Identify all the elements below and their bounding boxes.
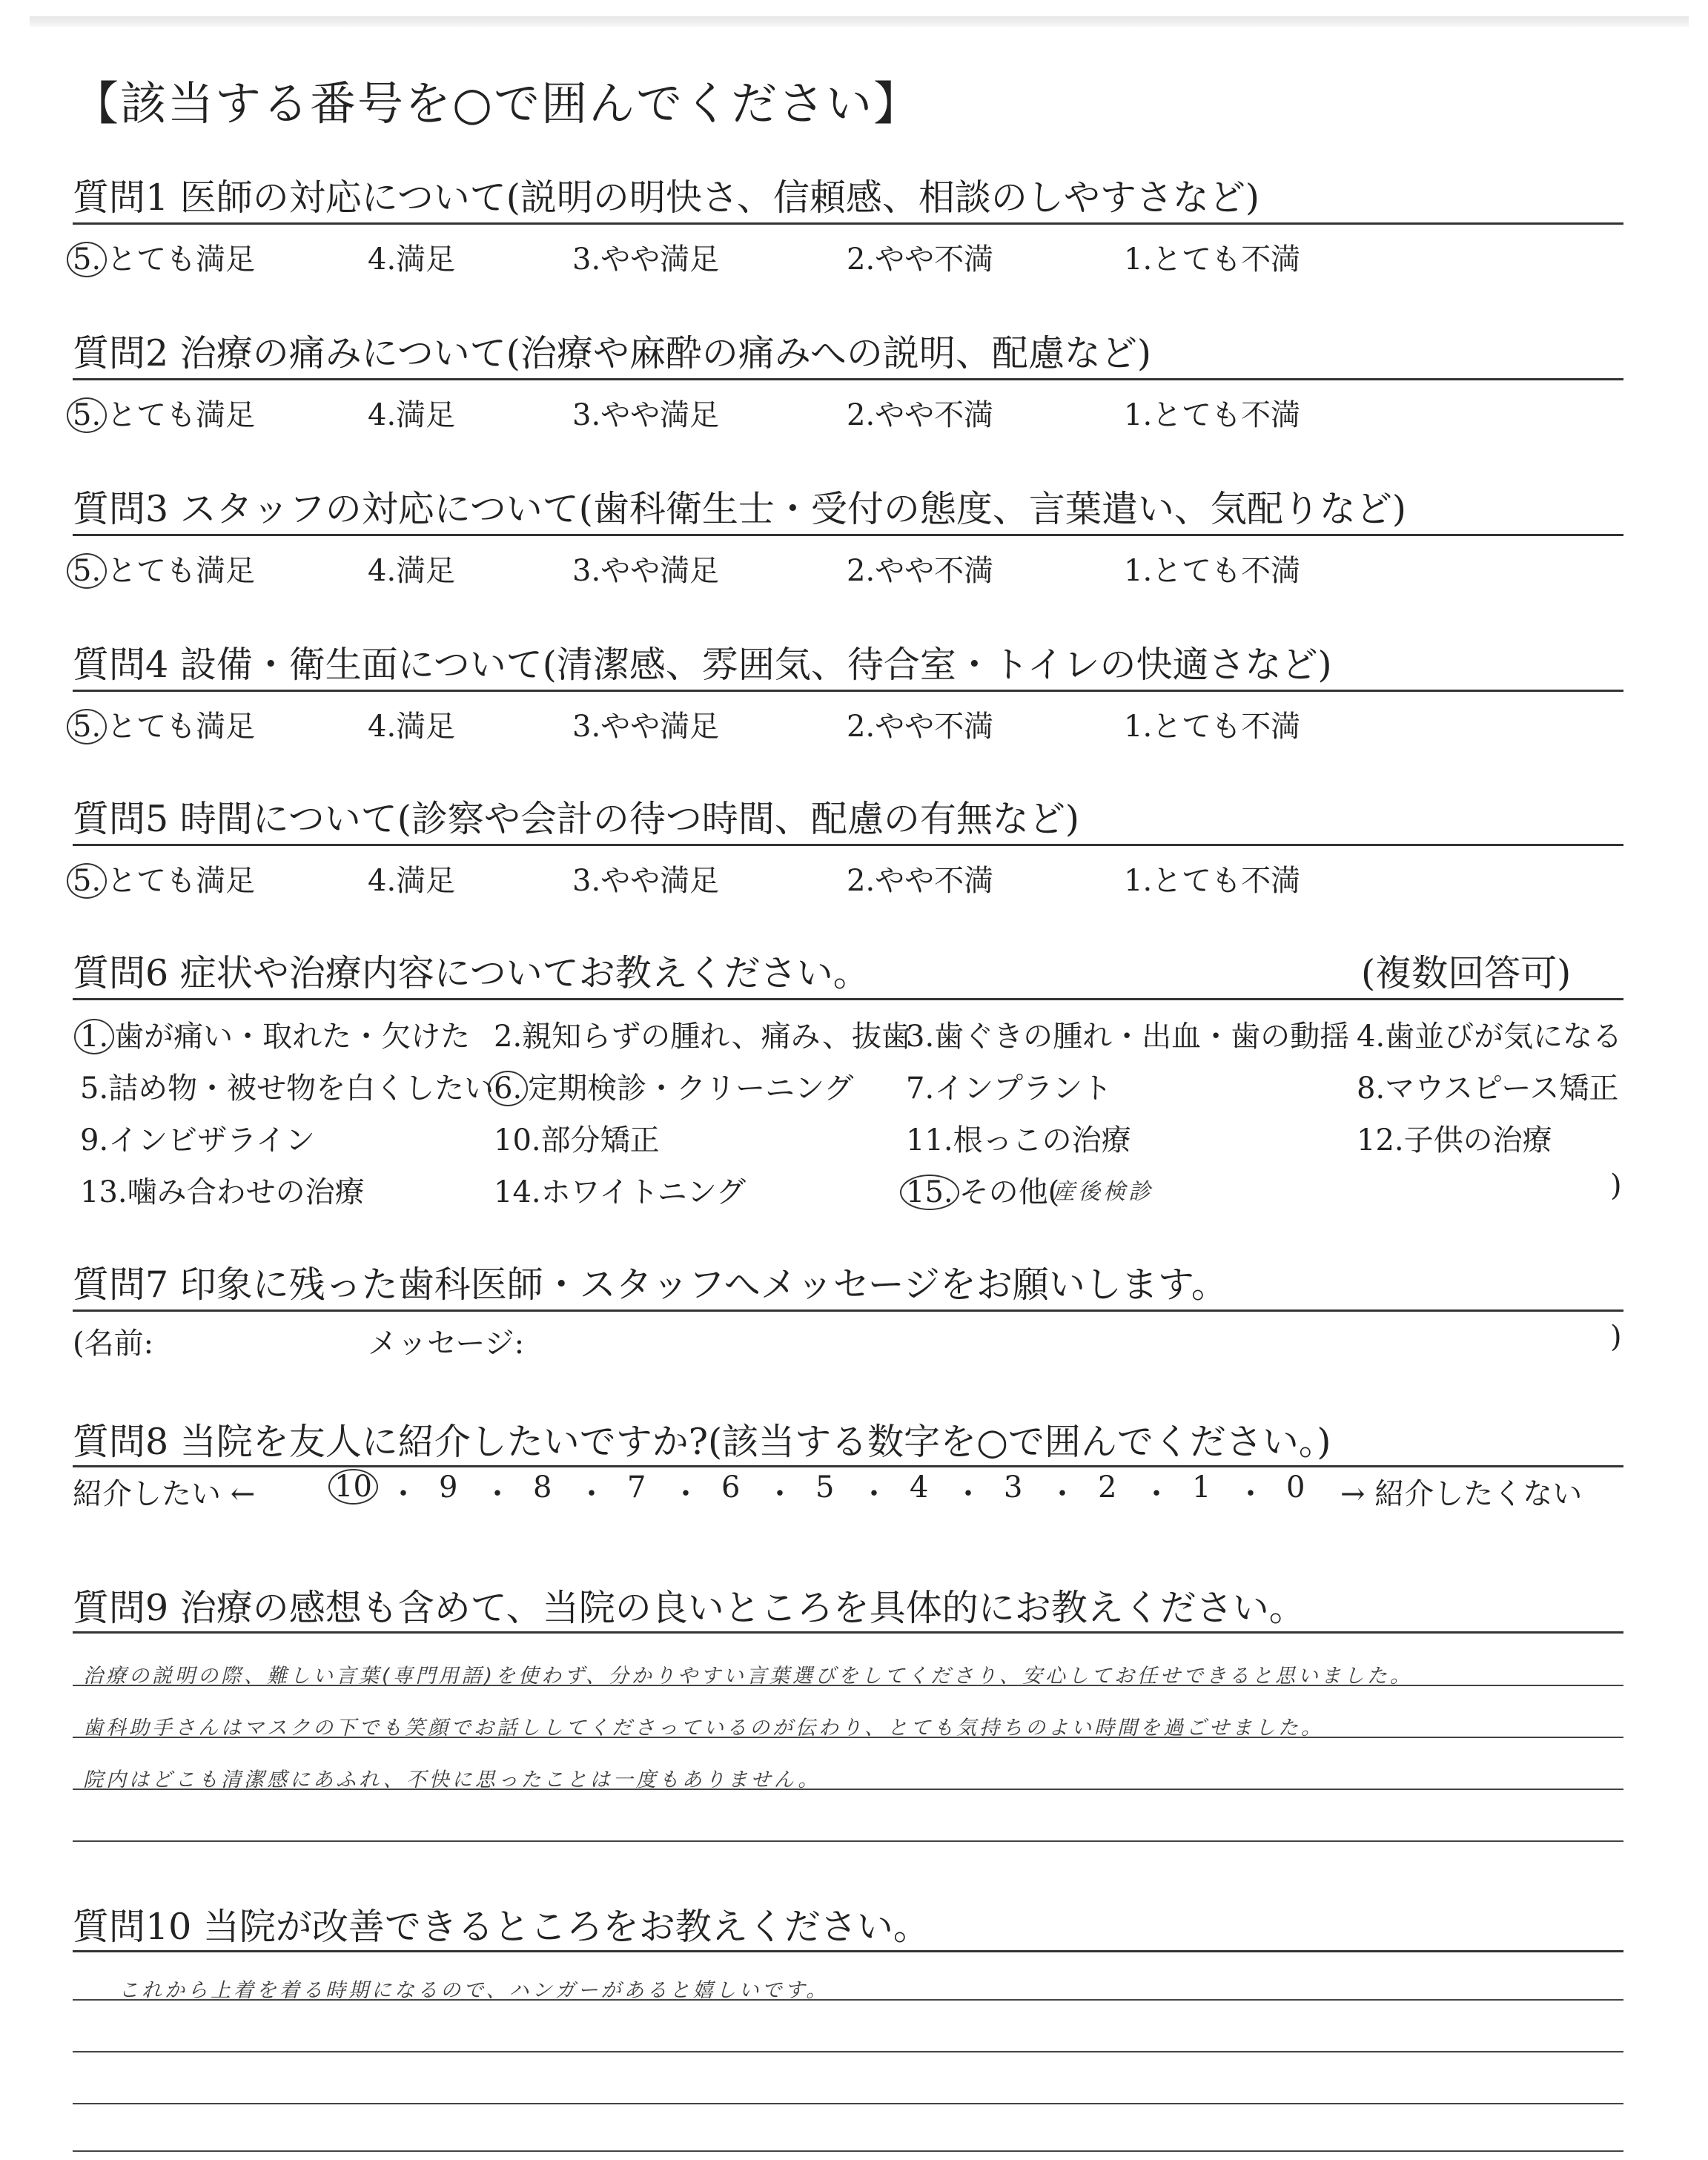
q4-option-5[interactable] [73, 703, 255, 745]
q7-title: 質問7 印象に残った歯科医師・スタッフへメッセージをお願いします。 [73, 1264, 1228, 1306]
q4-option-4[interactable]: 4.満足 [368, 710, 456, 744]
q8-score-1[interactable]: 1 [1192, 1470, 1211, 1505]
q6-option-3[interactable]: 3.歯ぐきの腫れ・出血・歯の動揺 [906, 1020, 1350, 1054]
q8-dot: ・ [765, 1477, 795, 1511]
q6-option-12[interactable]: 12.子供の治療 [1357, 1123, 1552, 1157]
q8-dot: ・ [483, 1477, 512, 1511]
q6-option-8[interactable]: 8.マウスピース矯正 [1357, 1071, 1619, 1106]
q2-option-3[interactable]: 3.やや満足 [572, 398, 720, 432]
q6-close-paren: ) [1610, 1169, 1622, 1203]
q4-option-2[interactable]: 2.やや不満 [847, 710, 994, 744]
q9-writing-line [73, 1789, 1623, 1790]
q8-score-5[interactable]: 5 [815, 1470, 835, 1505]
q9-writing-line [73, 1737, 1623, 1738]
circle-mark: 5. [67, 709, 107, 744]
q9-rule [73, 1631, 1623, 1634]
q3-option-2[interactable]: 2.やや不満 [847, 554, 994, 588]
q8-dot: ・ [859, 1477, 889, 1511]
q4-rule [73, 690, 1623, 692]
q8-score-10[interactable]: 10 [328, 1469, 378, 1505]
q5-option-5-label: とても満足 [107, 864, 256, 898]
q3-option-1[interactable]: 1.とても不満 [1124, 554, 1301, 588]
q7-rule [73, 1309, 1623, 1312]
q8-dot: ・ [1047, 1477, 1077, 1511]
scan-edge [30, 16, 1689, 27]
q4-title: 質問4 設備・衛生面について(清潔感、雰囲気、待合室・トイレの快適さなど) [73, 644, 1332, 686]
q5-option-5[interactable] [73, 857, 255, 899]
q6-option-6[interactable] [494, 1065, 853, 1107]
q8-score-7[interactable]: 7 [627, 1470, 646, 1505]
q8-left-label: 紹介したい ← [73, 1477, 256, 1511]
q9-title: 質問9 治療の感想も含めて、当院の良いところを具体的にお教えください。 [73, 1587, 1305, 1629]
q10-answer-line-1[interactable]: これから上着を着る時期になるので、ハンガーがあると嬉しいです。 [119, 1979, 830, 2002]
q2-option-5-label: とても満足 [107, 398, 256, 432]
q9-answer-line-1[interactable]: 治療の説明の際、難しい言葉(専門用語)を使わず、分かりやすい言葉選びをしてくださり、安心してお任せできると思いました。 [83, 1665, 1413, 1688]
circle-mark: 5. [67, 242, 107, 277]
q6-option-15[interactable] [906, 1169, 1059, 1211]
q1-option-4[interactable]: 4.満足 [368, 242, 456, 277]
q1-option-1[interactable]: 1.とても不満 [1124, 242, 1301, 277]
q3-option-5[interactable] [73, 547, 255, 589]
q6-title: 質問6 症状や治療内容についてお教えください。 [73, 952, 870, 994]
q2-title: 質問2 治療の痛みについて(治療や麻酔の痛みへの説明、配慮など) [73, 332, 1152, 374]
q2-option-2[interactable]: 2.やや不満 [847, 398, 994, 432]
q5-title: 質問5 時間について(診察や会計の待つ時間、配慮の有無など) [73, 798, 1080, 840]
q1-rule [73, 222, 1623, 225]
q6-option-10[interactable]: 10.部分矯正 [494, 1123, 660, 1157]
q3-option-3[interactable]: 3.やや満足 [572, 554, 720, 588]
circle-mark: 5. [67, 397, 107, 433]
q6-option-15-label: その他( [959, 1175, 1060, 1209]
q8-dot: ・ [953, 1477, 983, 1511]
circle-mark: 1. [74, 1019, 114, 1054]
q6-note: (複数回答可) [1361, 952, 1572, 994]
form-title: 【該当する番号を○で囲んでください】 [73, 76, 921, 131]
q6-option-6-label: 定期検診・クリーニング [528, 1071, 854, 1106]
q8-rule [73, 1465, 1623, 1467]
q6-option-7[interactable]: 7.インプラント [906, 1071, 1113, 1106]
q9-writing-line [73, 1685, 1623, 1686]
q9-writing-line [73, 1840, 1623, 1842]
q6-option-13[interactable]: 13.噛み合わせの治療 [80, 1175, 365, 1209]
q6-option-14[interactable]: 14.ホワイトニング [494, 1175, 747, 1209]
q5-option-1[interactable]: 1.とても不満 [1124, 864, 1301, 898]
circle-mark: 15. [900, 1175, 959, 1210]
q10-writing-line [73, 2051, 1623, 2052]
q10-writing-line [73, 2150, 1623, 2152]
q8-score-9[interactable]: 9 [439, 1470, 458, 1505]
q8-score-0[interactable]: 0 [1286, 1470, 1305, 1505]
q7-message-label: メッセージ: [368, 1327, 525, 1361]
q5-option-4[interactable]: 4.満足 [368, 864, 456, 898]
q1-title: 質問1 医師の対応について(説明の明快さ、信頼感、相談のしやすさなど) [73, 176, 1260, 219]
q9-answer-line-3[interactable]: 院内はどこも清潔感にあふれ、不快に思ったことは一度もありません。 [83, 1768, 821, 1791]
q6-option-1[interactable] [80, 1013, 470, 1055]
q6-option-9[interactable]: 9.インビザライン [80, 1123, 315, 1157]
q7-close-paren: ) [1610, 1320, 1622, 1354]
q6-option-11[interactable]: 11.根っこの治療 [906, 1123, 1131, 1157]
q8-dot: ・ [1142, 1477, 1171, 1511]
q1-option-5[interactable] [73, 236, 255, 278]
q6-other-text[interactable]: 産後検診 [1053, 1179, 1153, 1205]
q2-rule [73, 378, 1623, 380]
q6-option-2[interactable]: 2.親知らずの腫れ、痛み、抜歯 [494, 1020, 911, 1054]
q8-score-4[interactable]: 4 [910, 1470, 929, 1505]
q10-title: 質問10 当院が改善できるところをお教えください。 [73, 1906, 930, 1948]
q4-option-5-label: とても満足 [107, 710, 256, 744]
q3-rule [73, 534, 1623, 536]
q6-option-1-label: 歯が痛い・取れた・欠けた [114, 1020, 471, 1054]
q8-right-label: → 紹介したくない [1340, 1477, 1583, 1511]
q7-name-label: (名前: [73, 1327, 154, 1361]
q6-rule [73, 998, 1623, 1000]
q8-scale-row [73, 1470, 1623, 1515]
circle-mark: 5. [67, 553, 107, 589]
circle-mark: 5. [67, 863, 107, 899]
q1-option-2[interactable]: 2.やや不満 [847, 242, 994, 277]
q8-dot: ・ [1236, 1477, 1265, 1511]
circle-mark: 6. [488, 1071, 528, 1106]
q2-option-4[interactable]: 4.満足 [368, 398, 456, 432]
q8-dot: ・ [671, 1477, 701, 1511]
q10-rule [73, 1950, 1623, 1952]
q8-score-2[interactable]: 2 [1098, 1470, 1117, 1505]
q4-option-1[interactable]: 1.とても不満 [1124, 710, 1301, 744]
q2-option-1[interactable]: 1.とても不満 [1124, 398, 1301, 432]
q1-option-3[interactable]: 3.やや満足 [572, 242, 720, 277]
q3-option-4[interactable]: 4.満足 [368, 554, 456, 588]
q6-option-4[interactable]: 4.歯並びが気になる [1357, 1020, 1623, 1054]
q4-option-3[interactable]: 3.やや満足 [572, 710, 720, 744]
q2-option-5[interactable] [73, 392, 255, 434]
q8-score-3[interactable]: 3 [1004, 1470, 1023, 1505]
q8-dot: ・ [388, 1477, 418, 1511]
q5-option-2[interactable]: 2.やや不満 [847, 864, 994, 898]
q1-option-5-label: とても満足 [107, 242, 256, 277]
q3-title: 質問3 スタッフの対応について(歯科衛生士・受付の態度、言葉遣い、気配りなど) [73, 488, 1407, 530]
q3-option-5-label: とても満足 [107, 554, 256, 588]
q5-option-3[interactable]: 3.やや満足 [572, 864, 720, 898]
q8-score-8[interactable]: 8 [533, 1470, 552, 1505]
q10-writing-line [73, 2103, 1623, 2104]
q10-writing-line [73, 1999, 1623, 2001]
q9-answer-line-2[interactable]: 歯科助手さんはマスクの下でも笑顔でお話ししてくださっているのが伝わり、とても気持ちのよい時間を過ごせました。 [83, 1717, 1324, 1740]
q8-title: 質問8 当院を友人に紹介したいですか?(該当する数字を○で囲んでください。) [73, 1421, 1331, 1463]
q5-rule [73, 844, 1623, 846]
q8-score-6[interactable]: 6 [721, 1470, 741, 1505]
q6-option-5[interactable]: 5.詰め物・被せ物を白くしたい [80, 1071, 494, 1106]
q8-dot: ・ [577, 1477, 606, 1511]
